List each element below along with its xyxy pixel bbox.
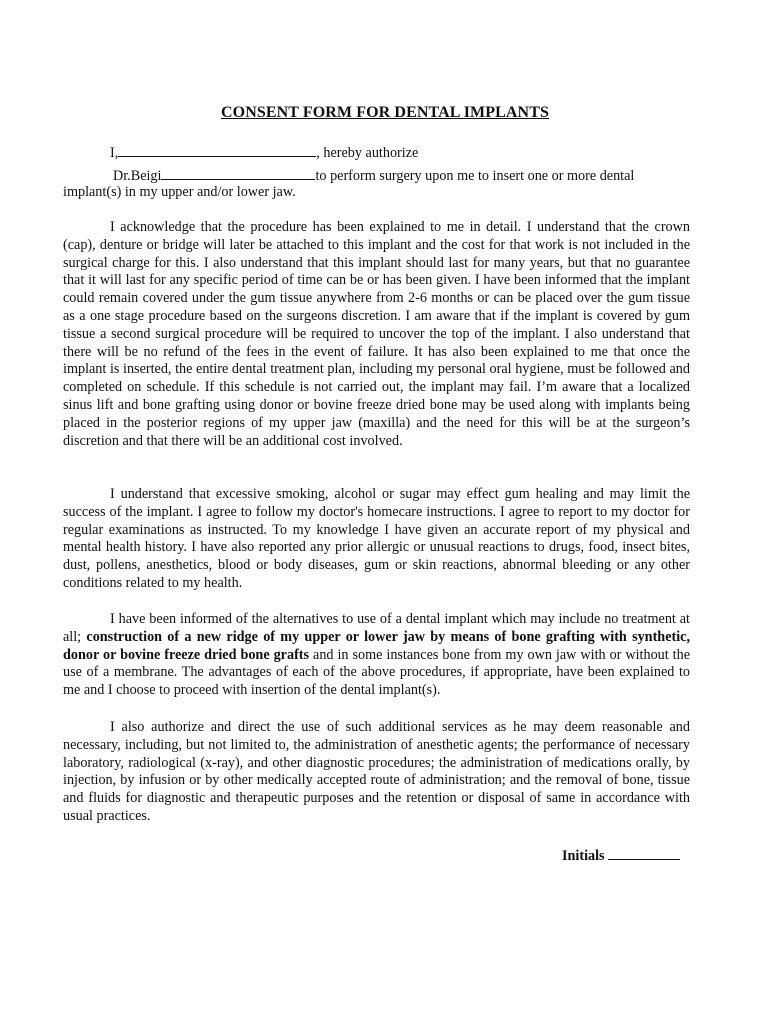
paragraph-2-text: I understand that excessive smoking, alcohol or sugar may effect gum healing and may limit the success of the implant. I agree to follow my doctor's homecare instructions. I agree to report to my doctor for regular examinations as instructed. To my knowledge I have given an accurate report of my physical and mental health history. I have also reported any prior allergic or unusual reactions to drugs, food, insect bites, dust, pollens, anesthetics, blood or body diseases, gum or skin reactions, abnormal bleeding or any other conditions related to my health. bbox=[63, 486, 690, 591]
paragraph-3-text-a: I have been informed of the alternatives to use of a dental implant which may include no treatment at all; bbox=[63, 611, 690, 645]
initials-field[interactable] bbox=[608, 846, 680, 860]
authorize-prefix: I, bbox=[110, 145, 119, 161]
paragraph-health-disclosure bbox=[63, 486, 690, 593]
paragraph-procedure-acknowledgement bbox=[63, 219, 690, 450]
initials-row bbox=[562, 846, 680, 865]
doctor-line-text: to perform surgery upon me to insert one or more dental bbox=[315, 168, 635, 184]
form-title: CONSENT FORM FOR DENTAL IMPLANTS bbox=[221, 104, 549, 121]
paragraph-4-text: I also authorize and direct the use of such additional services as he may deem reasonable and necessary, including, but not limited to, the administration of anesthetic agents; the performance of necessary laboratory, radiological (x-ray), and other diagnostic procedures; the administration of medications orally, by injection, by infusion or by other medically accepted route of administration; and the removal of bone, tissue and fluids for diagnostic and therapeutic purposes and the retention or disposal of same in accordance with usual practices. bbox=[63, 719, 690, 824]
patient-name-field[interactable] bbox=[118, 143, 316, 157]
paragraph-3-text-b: and in some instances bone from my own jaw with or without the use of a membrane. The advantages of each of the above procedures, if appropriate, have been explained to me and I choose to proceed with insertion of the dental implant(s). bbox=[63, 646, 691, 699]
authorize-line bbox=[110, 143, 418, 162]
authorize-suffix: , hereby authorize bbox=[316, 145, 419, 161]
initials-label: Initials bbox=[562, 848, 605, 864]
paragraph-additional-services bbox=[63, 719, 690, 826]
paragraph-1-text: I acknowledge that the procedure has been explained to me in detail. I understand that the crown (cap), denture or bridge will later be attached to this implant and the cost for that work is not included in the surgical charge for this. I also understand that this implant should last for many years, but that no guarantee that it will last for any specific period of time can be or has been given. I have been informed that the implant could remain covered under the gum tissue anywhere from 2-6 months or can be placed over the gum tissue as a one stage procedure based on the surgeons discretion. I am aware that if the implant is covered by gum tissue a second surgical procedure will be required to uncover the top of the implant. I also understand that there will be no refund of the fees in the event of failure. It has also been explained to me that once the implant is inserted, the entire dental treatment plan, including my personal oral hygiene, must be followed and completed on schedule. If this schedule is not carried out, the implant may fail. I’m aware that a localized sinus lift and bone grafting using donor or bovine freeze dried bone may be used along with implants being placed in the posterior regions of my upper jaw (maxilla) and the need for this will be at the surgeon’s discretion and that there will be an additional cost involved. bbox=[63, 219, 690, 449]
doctor-blank-field[interactable] bbox=[161, 166, 315, 180]
doctor-line bbox=[113, 166, 634, 185]
doctor-line-continuation: implant(s) in my upper and/or lower jaw. bbox=[63, 184, 296, 200]
doctor-name: Dr.Beigi bbox=[113, 168, 162, 184]
paragraph-3-bold-text: construction of a new ridge of my upper or lower jaw by means of bone grafting with synthetic, donor or bovine freeze dried bone grafts bbox=[63, 628, 690, 663]
paragraph-alternatives bbox=[63, 611, 690, 700]
